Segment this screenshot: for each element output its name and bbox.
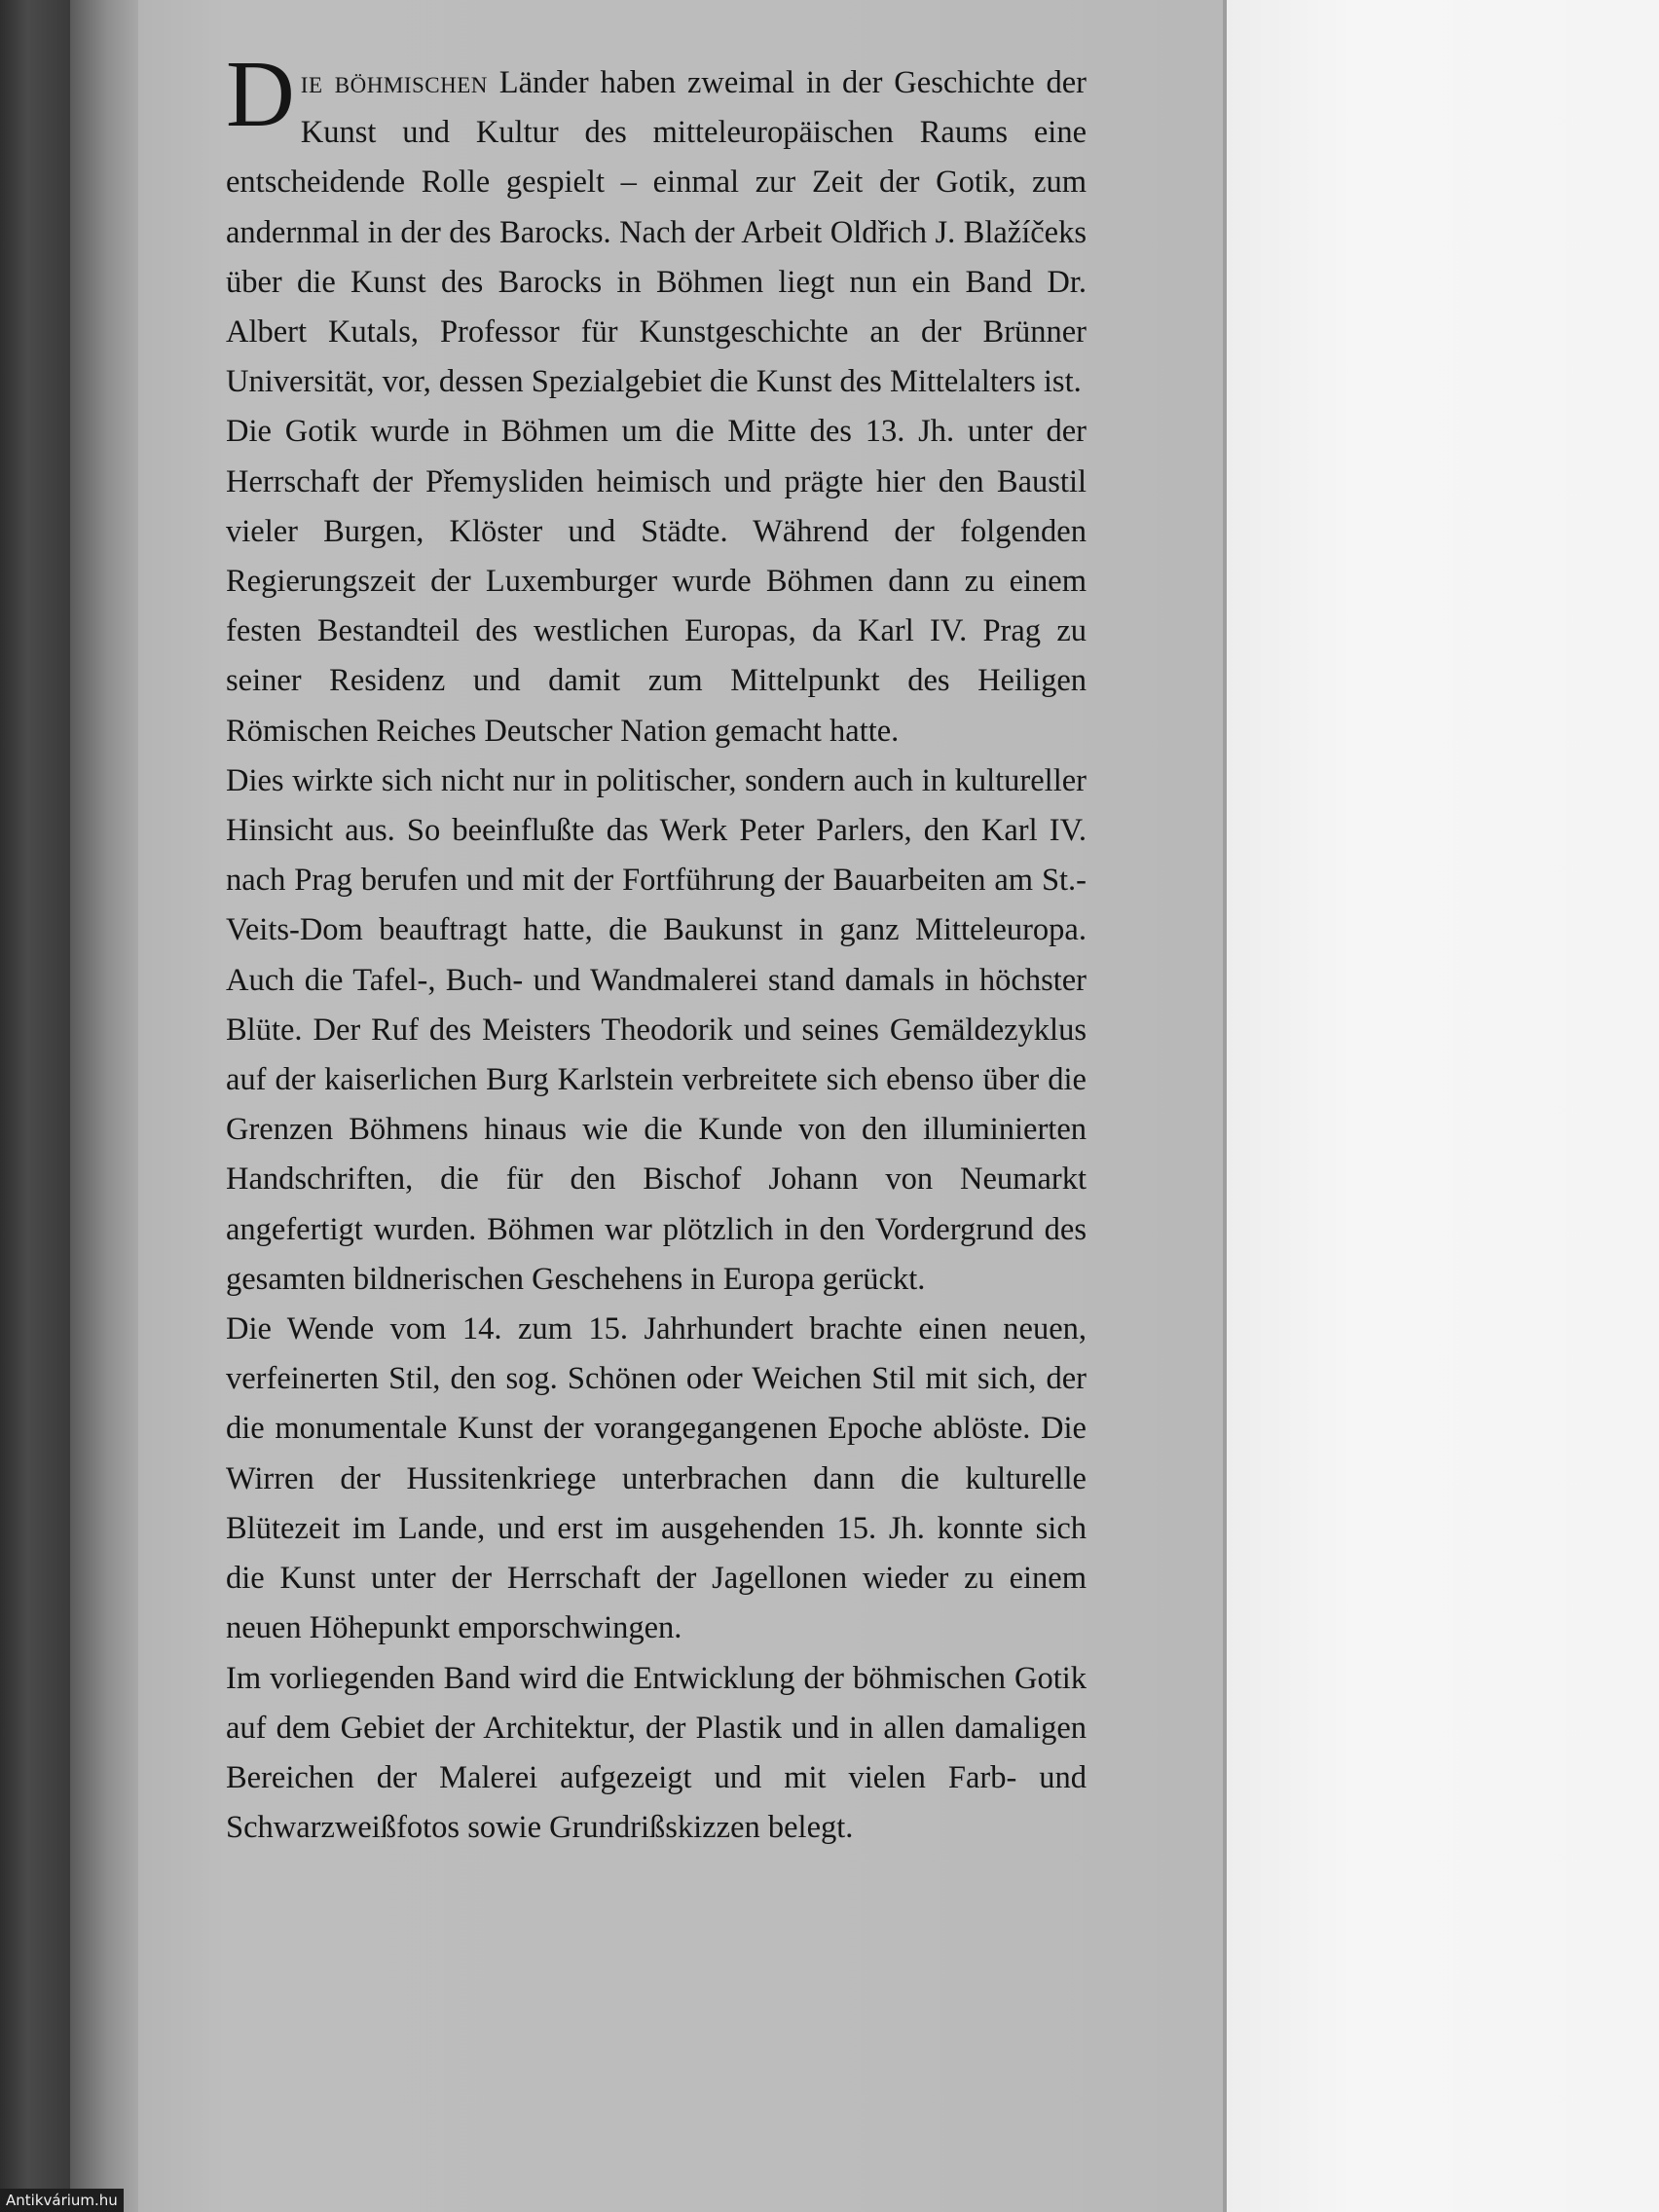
paragraph-3: Dies wirkte sich nicht nur in politischer, sondern auch in kultureller Hinsicht aus. So beeinflußte das Werk Peter Parlers, den Karl IV. nach Prag berufen und mit der Fortführung der Bauarbeiten am St.-Veits-Dom beauftragt hatte, die Baukunst in ganz Mitteleuropa. Auch die Tafel-, Buch- und Wandmalerei stand damals in höchster Blüte. Der Ruf des Meisters Theodorik und seines Gemäldezyklus auf der kaiserlichen Burg Karlstein verbreitete sich ebenso über die Grenzen Böhmens hinaus wie die Kunde von den illuminierten Handschriften, die für den Bischof Johann von Neumarkt angefertigt wurden. Böhmen war plötzlich in den Vordergrund des gesamten bildnerischen Geschehens in Europa gerückt. <box>226 762 1087 1297</box>
watermark-credit: Antikvárium.hu <box>0 2189 124 2212</box>
paragraph-1 <box>226 42 1087 407</box>
paragraph-4: Die Wende vom 14. zum 15. Jahrhundert brachte einen neuen, verfeinerten Stil, den sog. Schönen oder Weichen Stil mit sich, der die monumentale Kunst der vorangegangenen Epoche ablöste. Die Wirren der Hussitenkriege unterbrachen dann die kulturelle Blütezeit im Lande, und erst im ausgehenden 15. Jh. konnte sich die Kunst unter der Herrschaft der Jagellonen wieder zu einem neuen Höhepunkt emporschwingen. <box>226 1311 1087 1646</box>
drop-cap: D <box>226 42 295 147</box>
paragraph-5: Im vorliegenden Band wird die Entwicklung der böhmischen Gotik auf dem Gebiet der Architektur, der Plastik und in allen damaligen Bereichen der Malerei aufgezeigt und mit vielen Farb- und Schwarzweißfotos sowie Grundrißskizzen belegt. <box>226 1660 1087 1846</box>
book-spine-edge <box>70 0 138 2212</box>
white-background <box>1227 0 1659 2212</box>
paragraph-1-body: Länder haben zweimal in der Geschichte der Kunst und Kultur des mitteleuropäischen Raums eine entscheidende Rolle gespielt – einmal zur Zeit der Gotik, zum andernmal in der des Barocks. Nach der Arbeit Oldřich J. Blažíčeks über die Kunst des Barocks in Böhmen liegt nun ein Band Dr. Albert Kutals, Professor für Kunstgeschichte an der Brünner Universität, vor, dessen Spezialgebiet die Kunst des Mittelalters ist. <box>226 65 1087 400</box>
paragraph-2: Die Gotik wurde in Böhmen um die Mitte des 13. Jh. unter der Herrschaft der Přemysliden heimisch und prägte hier den Baustil vieler Burgen, Klöster und Städte. Während der folgenden Regierungszeit der Luxemburger wurde Böhmen dann zu einem festen Bestandteil des westlichen Europas, da Karl IV. Prag zu seiner Residenz und damit zum Mittelpunkt des Heiligen Römischen Reiches Deutscher Nation gemacht hatte. <box>226 414 1087 749</box>
flap-text <box>226 42 1087 1853</box>
book-spine-shadow <box>0 0 70 2212</box>
lead-smallcaps: ie böhmischen <box>300 65 488 100</box>
